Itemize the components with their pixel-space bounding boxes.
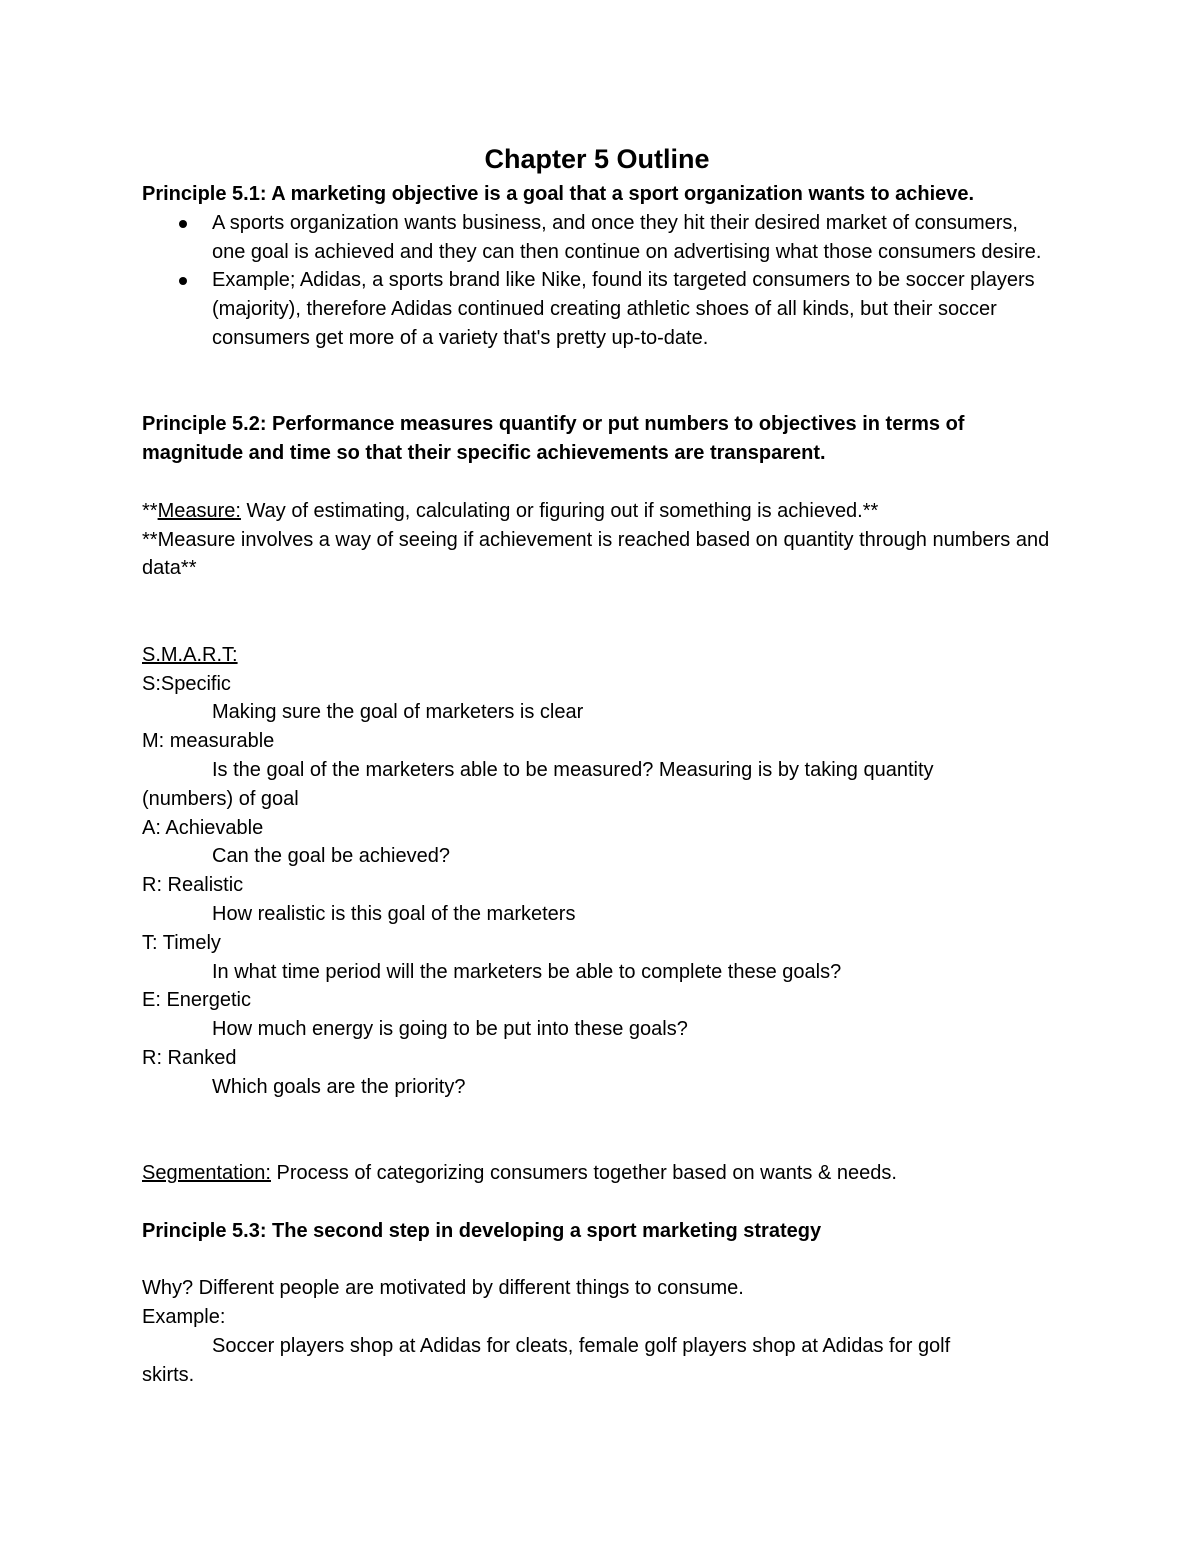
segmentation-term: Segmentation: [142, 1162, 271, 1185]
smart-desc-r: How realistic is this goal of the marketers [212, 902, 576, 925]
smart-desc-a: Can the goal be achieved? [212, 845, 450, 868]
bullet-text: Example; Adidas, a sports brand like Nike, found its targeted consumers to be soccer players (majority), therefore Adidas continued creating athletic shoes of all kinds, but their soccer consumers get more of a variety that's pretty up-to-date. [212, 269, 1035, 349]
smart-term-r: R: Realistic [142, 874, 244, 897]
measure-prefix: ** [142, 499, 158, 522]
measure-def-text: Way of estimating, calculating or figuring out if something is achieved.** [240, 499, 879, 522]
smart-desc-m: Is the goal of the marketers able to be measured? Measuring is by taking quantity [212, 758, 934, 781]
smart-term-m: M: measurable [142, 730, 275, 753]
principle-5-1-heading: Principle 5.1: A marketing objective is a goal that a sport organization wants to achieve. [142, 183, 975, 205]
bullet-icon [179, 220, 187, 228]
example-label: Example: [142, 1306, 226, 1329]
smart-desc-m-cont: (numbers) of goal [142, 787, 299, 810]
segmentation-def-text: Process of categorizing consumers together based on wants & needs. [270, 1162, 897, 1185]
smart-term-t: T: Timely [142, 931, 221, 954]
page-title: Chapter 5 Outline [484, 144, 710, 174]
principle-5-2-heading: Principle 5.2: Performance measures quantify or put numbers to objectives in terms of magnitude and time so that their specific achievements are transparent. [142, 413, 965, 465]
measure-definition [142, 497, 1052, 526]
spacer [142, 1245, 1052, 1274]
principle-5-1-bullets [142, 209, 1052, 353]
example-text: Soccer players shop at Adidas for cleats, female golf players shop at Adidas for golf [212, 1334, 951, 1357]
smart-term-a: A: Achievable [142, 816, 264, 839]
measure-term: Measure: [157, 499, 241, 522]
why-text: Why? Different people are motivated by different things to consume. [142, 1277, 744, 1300]
smart-desc-e: How much energy is going to be put into these goals? [212, 1018, 688, 1041]
bullet-text: A sports organization wants business, and once they hit their desired market of consumers, one goal is achieved and they can then continue on advertising what those consumers desire. [212, 211, 1042, 263]
smart-term-r2: R: Ranked [142, 1046, 237, 1069]
smart-desc-s: Making sure the goal of marketers is clear [212, 701, 584, 724]
bullet-icon [179, 277, 187, 285]
smart-heading: S.M.A.R.T: [142, 643, 238, 666]
smart-term-s: S:Specific [142, 672, 231, 695]
spacer [142, 353, 1052, 411]
document-page [142, 140, 1052, 1389]
measure-note: **Measure involves a way of seeing if achievement is reached based on quantity through numbers and data** [142, 528, 1050, 580]
smart-desc-r2: Which goals are the priority? [212, 1075, 466, 1098]
spacer [142, 1188, 1052, 1217]
principle-5-3-heading: Principle 5.3: The second step in developing a sport marketing strategy [142, 1219, 822, 1242]
segmentation-definition [142, 1159, 1052, 1188]
spacer [142, 1102, 1052, 1160]
list-item [142, 209, 1052, 267]
smart-term-e: E: Energetic [142, 989, 251, 1012]
smart-desc-t: In what time period will the marketers be able to complete these goals? [212, 960, 842, 983]
spacer [142, 468, 1052, 497]
list-item [142, 266, 1052, 352]
example-text-cont: skirts. [142, 1363, 195, 1386]
spacer [142, 583, 1052, 641]
